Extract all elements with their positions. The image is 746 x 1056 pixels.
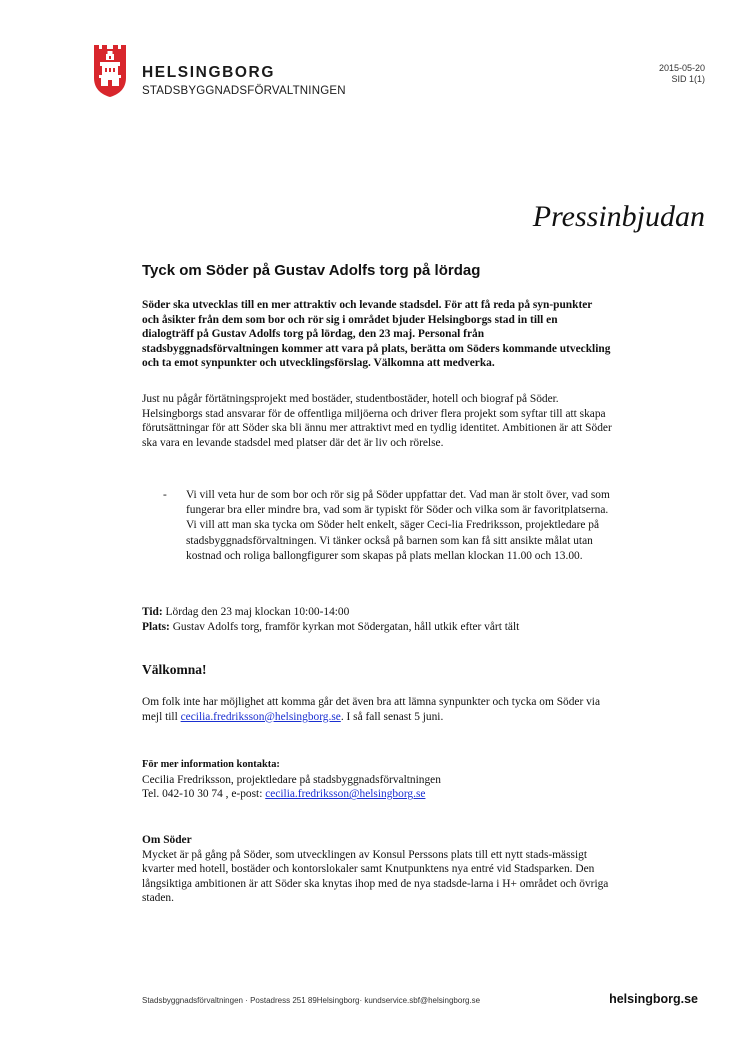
- document-meta: [659, 63, 705, 85]
- about-heading: Om Söder: [142, 834, 192, 846]
- footer-website: helsingborg.se: [609, 992, 698, 1006]
- event-place: [142, 620, 612, 635]
- time-label: Tid:: [142, 606, 163, 618]
- feedback-text-before: Om folk inte har möjlighet att komma går det även bra att lämna synpunkter och tycka om Söder via mejl till: [142, 696, 601, 723]
- contact-heading: För mer information kontakta:: [142, 759, 280, 770]
- place-label: Plats:: [142, 620, 170, 633]
- contact-name: Cecilia Fredriksson, projektledare på stadsbyggnadsförvaltningen: [142, 773, 441, 786]
- contact-tel: Tel. 042-10 30 74 , e-post:: [142, 788, 266, 801]
- document-date: 2015-05-20: [658, 63, 705, 73]
- about-block: [142, 833, 618, 906]
- page-number: SID 1(1): [671, 74, 705, 84]
- contact-email-link[interactable]: cecilia.fredriksson@helsingborg.se: [265, 788, 426, 801]
- department-name: STADSBYGGNADSFÖRVALTNINGEN: [142, 85, 346, 97]
- event-info: [142, 605, 612, 634]
- feedback-email-link[interactable]: cecilia.fredriksson@helsingborg.se: [180, 710, 341, 723]
- feedback-text-after: . I så fall senast 5 juni.: [340, 710, 444, 723]
- event-time: [142, 605, 612, 620]
- welcome-heading: Välkomna!: [142, 662, 207, 677]
- about-text: Mycket är på gång på Söder, som utvecklingen av Konsul Perssons plats till ett nytt stads-mässigt kvarter med hotell, bostäder och kontorslokaler samt Knutpunktens nya entré vid Stadsparken. Den långsiktiga ambitionen är att Söder ska knytas ihop med de nya stadsde-larna i H+ området och övriga staden.: [142, 848, 609, 905]
- organization-name: HELSINGBORG: [142, 64, 275, 81]
- quote-bullet: [163, 488, 617, 564]
- press-headline: Tyck om Söder på Gustav Adolfs torg på lördag: [142, 262, 481, 279]
- body-paragraph-1: Just nu pågår förtätningsprojekt med bostäder, studentbostäder, hotell och biograf på Söder. Helsingborgs stad ansvarar för de offentliga miljöerna och driver flera projekt som syftar till att skapa förutsättningar för att Söder ska bli ännu mer attraktivt med en tydlig identitet. Ambitionen är att Söder ska vara en levande stadsdel med platser där det är liv och rörelse.: [142, 393, 612, 449]
- contact-phone-email: [142, 787, 612, 802]
- bullet-marker: -: [163, 489, 167, 501]
- quote-text: Vi vill veta hur de som bor och rör sig på Söder uppfattar det. Vad man är stolt över, vad som fungerar bra eller mindre bra, vad som är typiskt för Söder och vilka som är favoritplatserna. Vi vill att man ska tycka om Söder helt enkelt, säger Ceci-lia Fredriksson, projektledare på stadsbyggnadsförvaltningen. Vi tänker också på barnen som kan få sitt ansikte målat utan kostnad och roliga ballongfigurer som skapas på plats mellan klockan 11.00 och 13.00.: [186, 489, 610, 562]
- footer-address: Stadsbyggnadsförvaltningen · Postadress 251 89Helsingborg· kundservice.sbf@helsingborg.se: [142, 996, 481, 1005]
- document-type-title: Pressinbjudan: [532, 200, 705, 233]
- lead-paragraph: Söder ska utvecklas till en mer attraktiv och levande stadsdel. För att få reda på syn-punkter och åsikter från dem som bor och rör sig i området bjuder Helsingborgs stad in till en dialogträff på Gustav Adolfs torg på lördag, den 23 maj. Personal från stadsbyggnadsförvaltningen kommer att vara på plats, berätta om Söders kommande utveckling och ta emot synpunkter och utvecklingsförslag. Välkomna att medverka.: [142, 299, 611, 370]
- contact-block: [142, 758, 612, 802]
- feedback-paragraph: [142, 695, 612, 724]
- time-value: Lördag den 23 maj klockan 10:00-14:00: [162, 606, 350, 618]
- helsingborg-coat-of-arms-logo: [93, 44, 127, 98]
- place-value: Gustav Adolfs torg, framför kyrkan mot Södergatan, håll utkik efter vårt tält: [169, 620, 520, 633]
